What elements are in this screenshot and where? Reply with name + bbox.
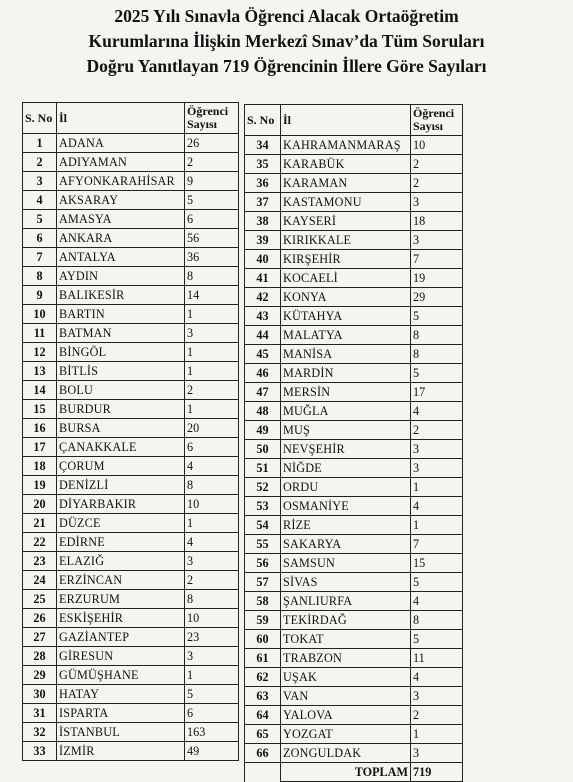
student-count: 2 (411, 421, 463, 440)
student-count: 17 (411, 383, 463, 402)
header-no: S. No (245, 105, 281, 136)
row-number: 9 (23, 286, 57, 305)
province-name: GAZİANTEP (57, 628, 185, 647)
row-number: 39 (245, 231, 281, 250)
student-count: 1 (411, 478, 463, 497)
header-count-line1: Öğrenci (413, 106, 455, 120)
province-name: ORDU (281, 478, 411, 497)
table-row (23, 666, 239, 685)
table-row (245, 440, 463, 459)
student-count: 163 (185, 723, 239, 742)
student-count: 4 (411, 497, 463, 516)
row-number: 15 (23, 400, 57, 419)
province-name: TEKİRDAĞ (281, 611, 411, 630)
province-name: BURSA (57, 419, 185, 438)
table-row (23, 476, 239, 495)
table-row (245, 307, 463, 326)
table-row (23, 153, 239, 172)
table-row (245, 421, 463, 440)
table-row (245, 592, 463, 611)
province-name: UŞAK (281, 668, 411, 687)
student-count: 2 (411, 155, 463, 174)
province-name: MERSİN (281, 383, 411, 402)
table-row (245, 231, 463, 250)
table-row (23, 609, 239, 628)
table-row (245, 649, 463, 668)
province-name: ŞANLIURFA (281, 592, 411, 611)
province-name: NEVŞEHİR (281, 440, 411, 459)
table-row (245, 345, 463, 364)
province-name: GÜMÜŞHANE (57, 666, 185, 685)
table-row (23, 172, 239, 191)
student-count: 18 (411, 212, 463, 231)
student-count: 7 (411, 250, 463, 269)
row-number: 64 (245, 706, 281, 725)
table-row (245, 326, 463, 345)
table-row (245, 136, 463, 155)
row-number: 4 (23, 191, 57, 210)
row-number: 58 (245, 592, 281, 611)
province-name: ERZURUM (57, 590, 185, 609)
table-row (23, 267, 239, 286)
row-number: 66 (245, 744, 281, 763)
province-name: SİVAS (281, 573, 411, 592)
province-name: TOKAT (281, 630, 411, 649)
row-number: 1 (23, 134, 57, 153)
header-count-line1: Öğrenci (187, 104, 229, 118)
student-count: 5 (185, 685, 239, 704)
student-count: 2 (185, 153, 239, 172)
province-name: AMASYA (57, 210, 185, 229)
row-number: 53 (245, 497, 281, 516)
table-row (23, 552, 239, 571)
student-count: 1 (411, 725, 463, 744)
province-name: KIRŞEHİR (281, 250, 411, 269)
table-row (23, 324, 239, 343)
title-line-3: Doğru Yanıtlayan 719 Öğrencinin İllere Göre Sayıları (86, 56, 487, 76)
student-count: 6 (185, 438, 239, 457)
row-number: 21 (23, 514, 57, 533)
table-row (23, 628, 239, 647)
province-name: SAMSUN (281, 554, 411, 573)
row-number: 23 (23, 552, 57, 571)
table-row (23, 438, 239, 457)
province-name: KARAMAN (281, 174, 411, 193)
total-value: 719 (411, 763, 463, 782)
table-row (23, 647, 239, 666)
province-name: GİRESUN (57, 647, 185, 666)
province-name: KAHRAMANMARAŞ (281, 136, 411, 155)
student-count: 19 (411, 269, 463, 288)
province-name: KOCAELİ (281, 269, 411, 288)
table-row (245, 630, 463, 649)
province-name: KASTAMONU (281, 193, 411, 212)
province-name: BURDUR (57, 400, 185, 419)
row-number: 65 (245, 725, 281, 744)
province-name: MUŞ (281, 421, 411, 440)
province-name: ÇANAKKALE (57, 438, 185, 457)
table-row (23, 305, 239, 324)
row-number: 13 (23, 362, 57, 381)
table-row (23, 723, 239, 742)
row-number: 57 (245, 573, 281, 592)
province-name: ELAZIĞ (57, 552, 185, 571)
student-count: 1 (185, 362, 239, 381)
table-row (245, 744, 463, 763)
province-name: KÜTAHYA (281, 307, 411, 326)
province-name: BOLU (57, 381, 185, 400)
row-number: 51 (245, 459, 281, 478)
header-count-line2: Sayısı (413, 119, 444, 133)
student-count: 6 (185, 210, 239, 229)
student-count: 3 (411, 687, 463, 706)
student-count: 3 (185, 647, 239, 666)
province-name: ÇORUM (57, 457, 185, 476)
row-number: 61 (245, 649, 281, 668)
row-number: 34 (245, 136, 281, 155)
student-count: 4 (411, 592, 463, 611)
document-title (0, 4, 573, 79)
table-row (245, 478, 463, 497)
province-name: YOZGAT (281, 725, 411, 744)
header-no: S. No (23, 103, 57, 134)
table-row (23, 495, 239, 514)
student-count: 8 (185, 476, 239, 495)
table-row (245, 706, 463, 725)
row-number: 41 (245, 269, 281, 288)
province-name: DİYARBAKIR (57, 495, 185, 514)
student-count: 4 (411, 668, 463, 687)
student-count: 4 (185, 533, 239, 552)
total-blank (245, 763, 281, 782)
student-count: 5 (411, 630, 463, 649)
row-number: 47 (245, 383, 281, 402)
row-number: 45 (245, 345, 281, 364)
row-number: 55 (245, 535, 281, 554)
student-count: 56 (185, 229, 239, 248)
row-number: 50 (245, 440, 281, 459)
province-name: HATAY (57, 685, 185, 704)
header-count-line2: Sayısı (187, 117, 218, 131)
row-number: 38 (245, 212, 281, 231)
row-number: 49 (245, 421, 281, 440)
province-name: MALATYA (281, 326, 411, 345)
row-number: 40 (245, 250, 281, 269)
student-count: 3 (411, 231, 463, 250)
student-count: 5 (411, 307, 463, 326)
table-header-row (245, 105, 463, 136)
province-name: ISPARTA (57, 704, 185, 723)
student-count: 5 (411, 573, 463, 592)
province-name: NİĞDE (281, 459, 411, 478)
table-row (23, 704, 239, 723)
province-name: RİZE (281, 516, 411, 535)
student-count: 5 (411, 364, 463, 383)
table-row (23, 286, 239, 305)
row-number: 10 (23, 305, 57, 324)
table-row (245, 573, 463, 592)
province-name: BİNGÖL (57, 343, 185, 362)
row-number: 16 (23, 419, 57, 438)
row-number: 36 (245, 174, 281, 193)
row-number: 54 (245, 516, 281, 535)
province-name: SAKARYA (281, 535, 411, 554)
row-number: 26 (23, 609, 57, 628)
province-name: ESKİŞEHİR (57, 609, 185, 628)
row-number: 22 (23, 533, 57, 552)
student-count: 3 (411, 440, 463, 459)
table-row (245, 288, 463, 307)
student-count: 8 (185, 267, 239, 286)
row-number: 19 (23, 476, 57, 495)
table-row (23, 457, 239, 476)
table-row (245, 725, 463, 744)
student-count: 3 (185, 552, 239, 571)
province-name: BARTIN (57, 305, 185, 324)
row-number: 56 (245, 554, 281, 573)
table-row (245, 611, 463, 630)
row-number: 28 (23, 647, 57, 666)
student-count: 1 (185, 514, 239, 533)
province-name: KIRIKKALE (281, 231, 411, 250)
province-name: ADANA (57, 134, 185, 153)
row-number: 63 (245, 687, 281, 706)
table-header-row (23, 103, 239, 134)
row-number: 17 (23, 438, 57, 457)
row-number: 31 (23, 704, 57, 723)
student-count: 2 (411, 174, 463, 193)
right-table-body (245, 136, 463, 763)
table-row (23, 229, 239, 248)
row-number: 43 (245, 307, 281, 326)
student-count: 26 (185, 134, 239, 153)
table-row (23, 590, 239, 609)
student-count: 10 (185, 609, 239, 628)
left-province-table (22, 102, 239, 761)
student-count: 14 (185, 286, 239, 305)
province-name: ANKARA (57, 229, 185, 248)
student-count: 11 (411, 649, 463, 668)
row-number: 24 (23, 571, 57, 590)
student-count: 1 (185, 305, 239, 324)
table-row (23, 248, 239, 267)
student-count: 36 (185, 248, 239, 267)
student-count: 10 (185, 495, 239, 514)
table-row (245, 668, 463, 687)
province-name: ZONGULDAK (281, 744, 411, 763)
student-count: 3 (411, 459, 463, 478)
row-number: 6 (23, 229, 57, 248)
row-number: 5 (23, 210, 57, 229)
student-count: 4 (185, 457, 239, 476)
row-number: 25 (23, 590, 57, 609)
province-name: YALOVA (281, 706, 411, 725)
province-name: DÜZCE (57, 514, 185, 533)
row-number: 42 (245, 288, 281, 307)
row-number: 2 (23, 153, 57, 172)
province-name: ERZİNCAN (57, 571, 185, 590)
row-number: 29 (23, 666, 57, 685)
student-count: 10 (411, 136, 463, 155)
table-row (245, 212, 463, 231)
table-row (245, 250, 463, 269)
table-row (23, 210, 239, 229)
table-row (245, 554, 463, 573)
row-number: 46 (245, 364, 281, 383)
province-name: MUĞLA (281, 402, 411, 421)
row-number: 30 (23, 685, 57, 704)
province-name: EDİRNE (57, 533, 185, 552)
province-name: BALIKESİR (57, 286, 185, 305)
student-count: 6 (185, 704, 239, 723)
province-name: TRABZON (281, 649, 411, 668)
province-name: ANTALYA (57, 248, 185, 267)
student-count: 3 (411, 744, 463, 763)
table-row (23, 343, 239, 362)
student-count: 2 (185, 381, 239, 400)
table-row (245, 269, 463, 288)
row-number: 11 (23, 324, 57, 343)
table-row (245, 193, 463, 212)
row-number: 8 (23, 267, 57, 286)
row-number: 35 (245, 155, 281, 174)
table-row (23, 419, 239, 438)
province-name: BATMAN (57, 324, 185, 343)
row-number: 59 (245, 611, 281, 630)
row-number: 18 (23, 457, 57, 476)
student-count: 4 (411, 402, 463, 421)
student-count: 5 (185, 191, 239, 210)
left-table-body (23, 134, 239, 761)
table-row (23, 571, 239, 590)
student-count: 3 (185, 324, 239, 343)
province-name: OSMANİYE (281, 497, 411, 516)
row-number: 44 (245, 326, 281, 345)
header-count (185, 103, 239, 134)
student-count: 7 (411, 535, 463, 554)
header-il: İl (281, 105, 411, 136)
student-count: 8 (411, 611, 463, 630)
province-name: İSTANBUL (57, 723, 185, 742)
table-row (245, 174, 463, 193)
student-count: 29 (411, 288, 463, 307)
row-number: 62 (245, 668, 281, 687)
table-row (23, 685, 239, 704)
province-name: KARABÜK (281, 155, 411, 174)
province-name: KAYSERİ (281, 212, 411, 231)
student-count: 8 (185, 590, 239, 609)
table-row (245, 687, 463, 706)
table-row (245, 155, 463, 174)
province-name: AFYONKARAHİSAR (57, 172, 185, 191)
table-row (23, 514, 239, 533)
province-name: KONYA (281, 288, 411, 307)
row-number: 60 (245, 630, 281, 649)
student-count: 1 (185, 343, 239, 362)
row-number: 33 (23, 742, 57, 761)
row-number: 12 (23, 343, 57, 362)
province-name: AYDIN (57, 267, 185, 286)
table-row (23, 533, 239, 552)
student-count: 15 (411, 554, 463, 573)
table-row (23, 400, 239, 419)
table-row (23, 381, 239, 400)
student-count: 1 (185, 666, 239, 685)
province-name: AKSARAY (57, 191, 185, 210)
title-line-1: 2025 Yılı Sınavla Öğrenci Alacak Ortaöğretim (114, 6, 459, 26)
student-count: 2 (411, 706, 463, 725)
row-number: 3 (23, 172, 57, 191)
row-number: 52 (245, 478, 281, 497)
table-row (245, 497, 463, 516)
row-number: 32 (23, 723, 57, 742)
table-row (245, 364, 463, 383)
header-il: İl (57, 103, 185, 134)
table-row (245, 402, 463, 421)
province-name: ADIYAMAN (57, 153, 185, 172)
table-row (23, 191, 239, 210)
row-number: 48 (245, 402, 281, 421)
student-count: 1 (411, 516, 463, 535)
student-count: 2 (185, 571, 239, 590)
student-count: 8 (411, 326, 463, 345)
student-count: 9 (185, 172, 239, 191)
table-row (245, 535, 463, 554)
right-province-table (244, 104, 463, 782)
table-row (245, 383, 463, 402)
title-line-2: Kurumlarına İlişkin Merkezî Sınav’da Tüm Soruları (88, 31, 485, 51)
row-number: 14 (23, 381, 57, 400)
province-name: İZMİR (57, 742, 185, 761)
table-row (245, 459, 463, 478)
student-count: 1 (185, 400, 239, 419)
row-number: 20 (23, 495, 57, 514)
table-row (245, 516, 463, 535)
student-count: 49 (185, 742, 239, 761)
province-name: MANİSA (281, 345, 411, 364)
student-count: 23 (185, 628, 239, 647)
province-name: BİTLİS (57, 362, 185, 381)
table-row (23, 134, 239, 153)
header-count (411, 105, 463, 136)
row-number: 27 (23, 628, 57, 647)
total-row (245, 763, 463, 782)
province-name: MARDİN (281, 364, 411, 383)
student-count: 8 (411, 345, 463, 364)
table-row (23, 362, 239, 381)
province-name: DENİZLİ (57, 476, 185, 495)
total-label: TOPLAM (281, 763, 411, 782)
student-count: 3 (411, 193, 463, 212)
row-number: 37 (245, 193, 281, 212)
table-row (23, 742, 239, 761)
row-number: 7 (23, 248, 57, 267)
province-name: VAN (281, 687, 411, 706)
student-count: 20 (185, 419, 239, 438)
